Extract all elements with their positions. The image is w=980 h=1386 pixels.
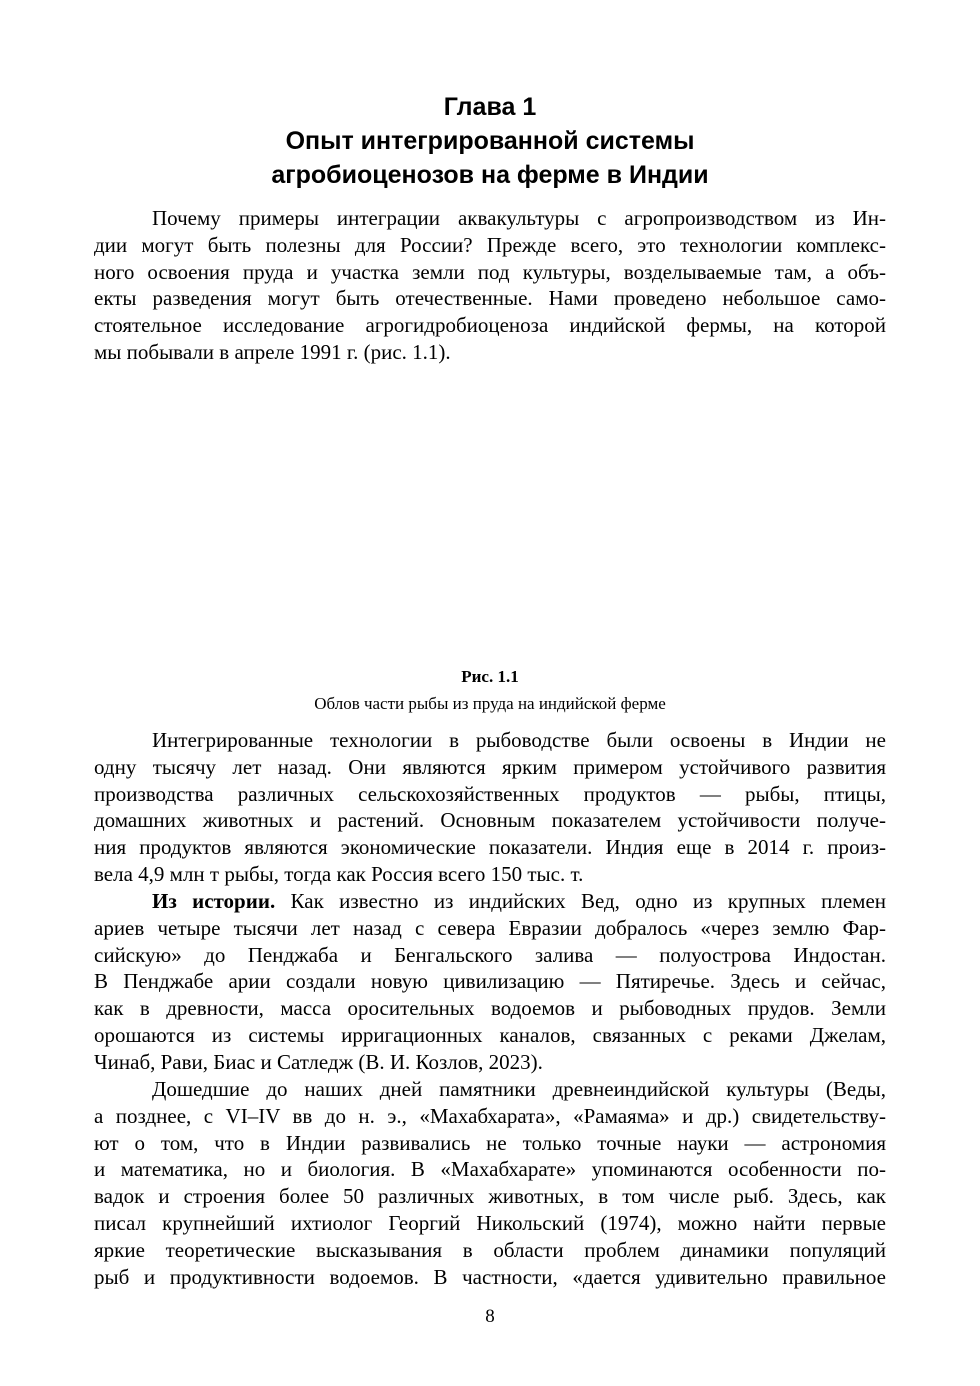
chapter-heading — [0, 90, 980, 192]
figure-placeholder — [94, 382, 886, 654]
text-line: ют о том, что в Индии развивались не только точные науки — астрономия — [94, 1130, 886, 1155]
text-line: Почему примеры интеграции аквакультуры с агропроизводством из Ин- — [152, 206, 886, 230]
text-line: как в древности, масса оросительных водоемов и рыбоводных прудов. Земли — [94, 996, 886, 1021]
text-line: а позднее, с VI–IV вв до н. э., «Махабхарата», «Рамаяма» и др.) свидетельству- — [94, 1103, 886, 1128]
text-line: Интегрированные технологии в рыбоводстве были освоены в Индии не — [152, 728, 886, 752]
figure-caption: Облов части рыбы из пруда на индийской ферме — [314, 694, 666, 713]
paragraph-4 — [94, 1076, 886, 1290]
text-line: Дошедшие до наших дней памятники древнеиндийской культуры (Веды, — [152, 1077, 886, 1101]
paragraph-2 — [94, 727, 886, 888]
text-line: ного освоения пруда и участка земли под культуры, возделываемые там, а объ- — [94, 259, 886, 284]
figure-label: Рис. 1.1 — [461, 667, 519, 686]
text-line: ния продуктов являются экономические показатели. Индия еще в 2014 г. произ- — [94, 835, 886, 860]
text-line: дии могут быть полезны для России? Прежде всего, это технологии комплекс- — [94, 232, 886, 257]
text-line: яркие теоретические высказывания в области проблем динамики популяций — [94, 1237, 886, 1262]
chapter-title-line-1: Опыт интегрированной системы — [285, 127, 695, 155]
text-line: вела 4,9 млн т рыбы, тогда как Россия всего 150 тыс. т. — [94, 861, 584, 886]
text-line: Чинаб, Рави, Биас и Сатледж (В. И. Козлов, 2023). — [94, 1049, 543, 1074]
text-line: мы побывали в апреле 1991 г. (рис. 1.1). — [94, 339, 451, 364]
text-line: вадок и строения более 50 различных животных, в том числе рыб. Здесь, как — [94, 1184, 886, 1209]
text-line: производства различных сельскохозяйственных продуктов — рыбы, птицы, — [94, 781, 886, 806]
text-line: ариев четыре тысячи лет назад с севера Евразии добралось «через землю Фар- — [94, 915, 886, 940]
text-line: В Пенджабе арии создали новую цивилизацию — Пятиречье. Здесь и сейчас, — [94, 969, 886, 994]
text-line: екты разведения могут быть отечественные. Нами проведено небольшое само- — [94, 286, 886, 311]
bold-lead: Из истории. — [152, 889, 276, 913]
paragraph-3 — [94, 888, 886, 1076]
text-line: сийскую» до Пенджаба и Бенгальского залива — полуострова Индостан. — [94, 942, 886, 967]
text-line: орошаются из системы ирригационных каналов, связанных с реками Джелам, — [94, 1022, 886, 1047]
text-line: Из истории. Как известно из индийских Вед, одно из крупных племен — [152, 889, 886, 913]
chapter-label: Глава 1 — [443, 93, 537, 121]
text-line: стоятельное исследование агрогидробиоценоза индийской фермы, на которой — [94, 313, 886, 338]
chapter-title-line-2: агробиоценозов на ферме в Индии — [271, 161, 709, 189]
text-line: одну тысячу лет назад. Они являются ярким примером устойчивого развития — [94, 754, 886, 779]
intro-paragraph — [94, 205, 886, 366]
text-line: домашних животных и растений. Основным показателем устойчивости получе- — [94, 808, 886, 833]
page-number: 8 — [485, 1306, 495, 1327]
text-line: рыб и продуктивности водоемов. В частности, «дается удивительно правильное — [94, 1264, 886, 1289]
text-line: и математика, но и биология. В «Махабхарате» упоминаются особенности по- — [94, 1157, 886, 1182]
text-line: писал крупнейший ихтиолог Георгий Никольский (1974), можно найти первые — [94, 1210, 886, 1235]
